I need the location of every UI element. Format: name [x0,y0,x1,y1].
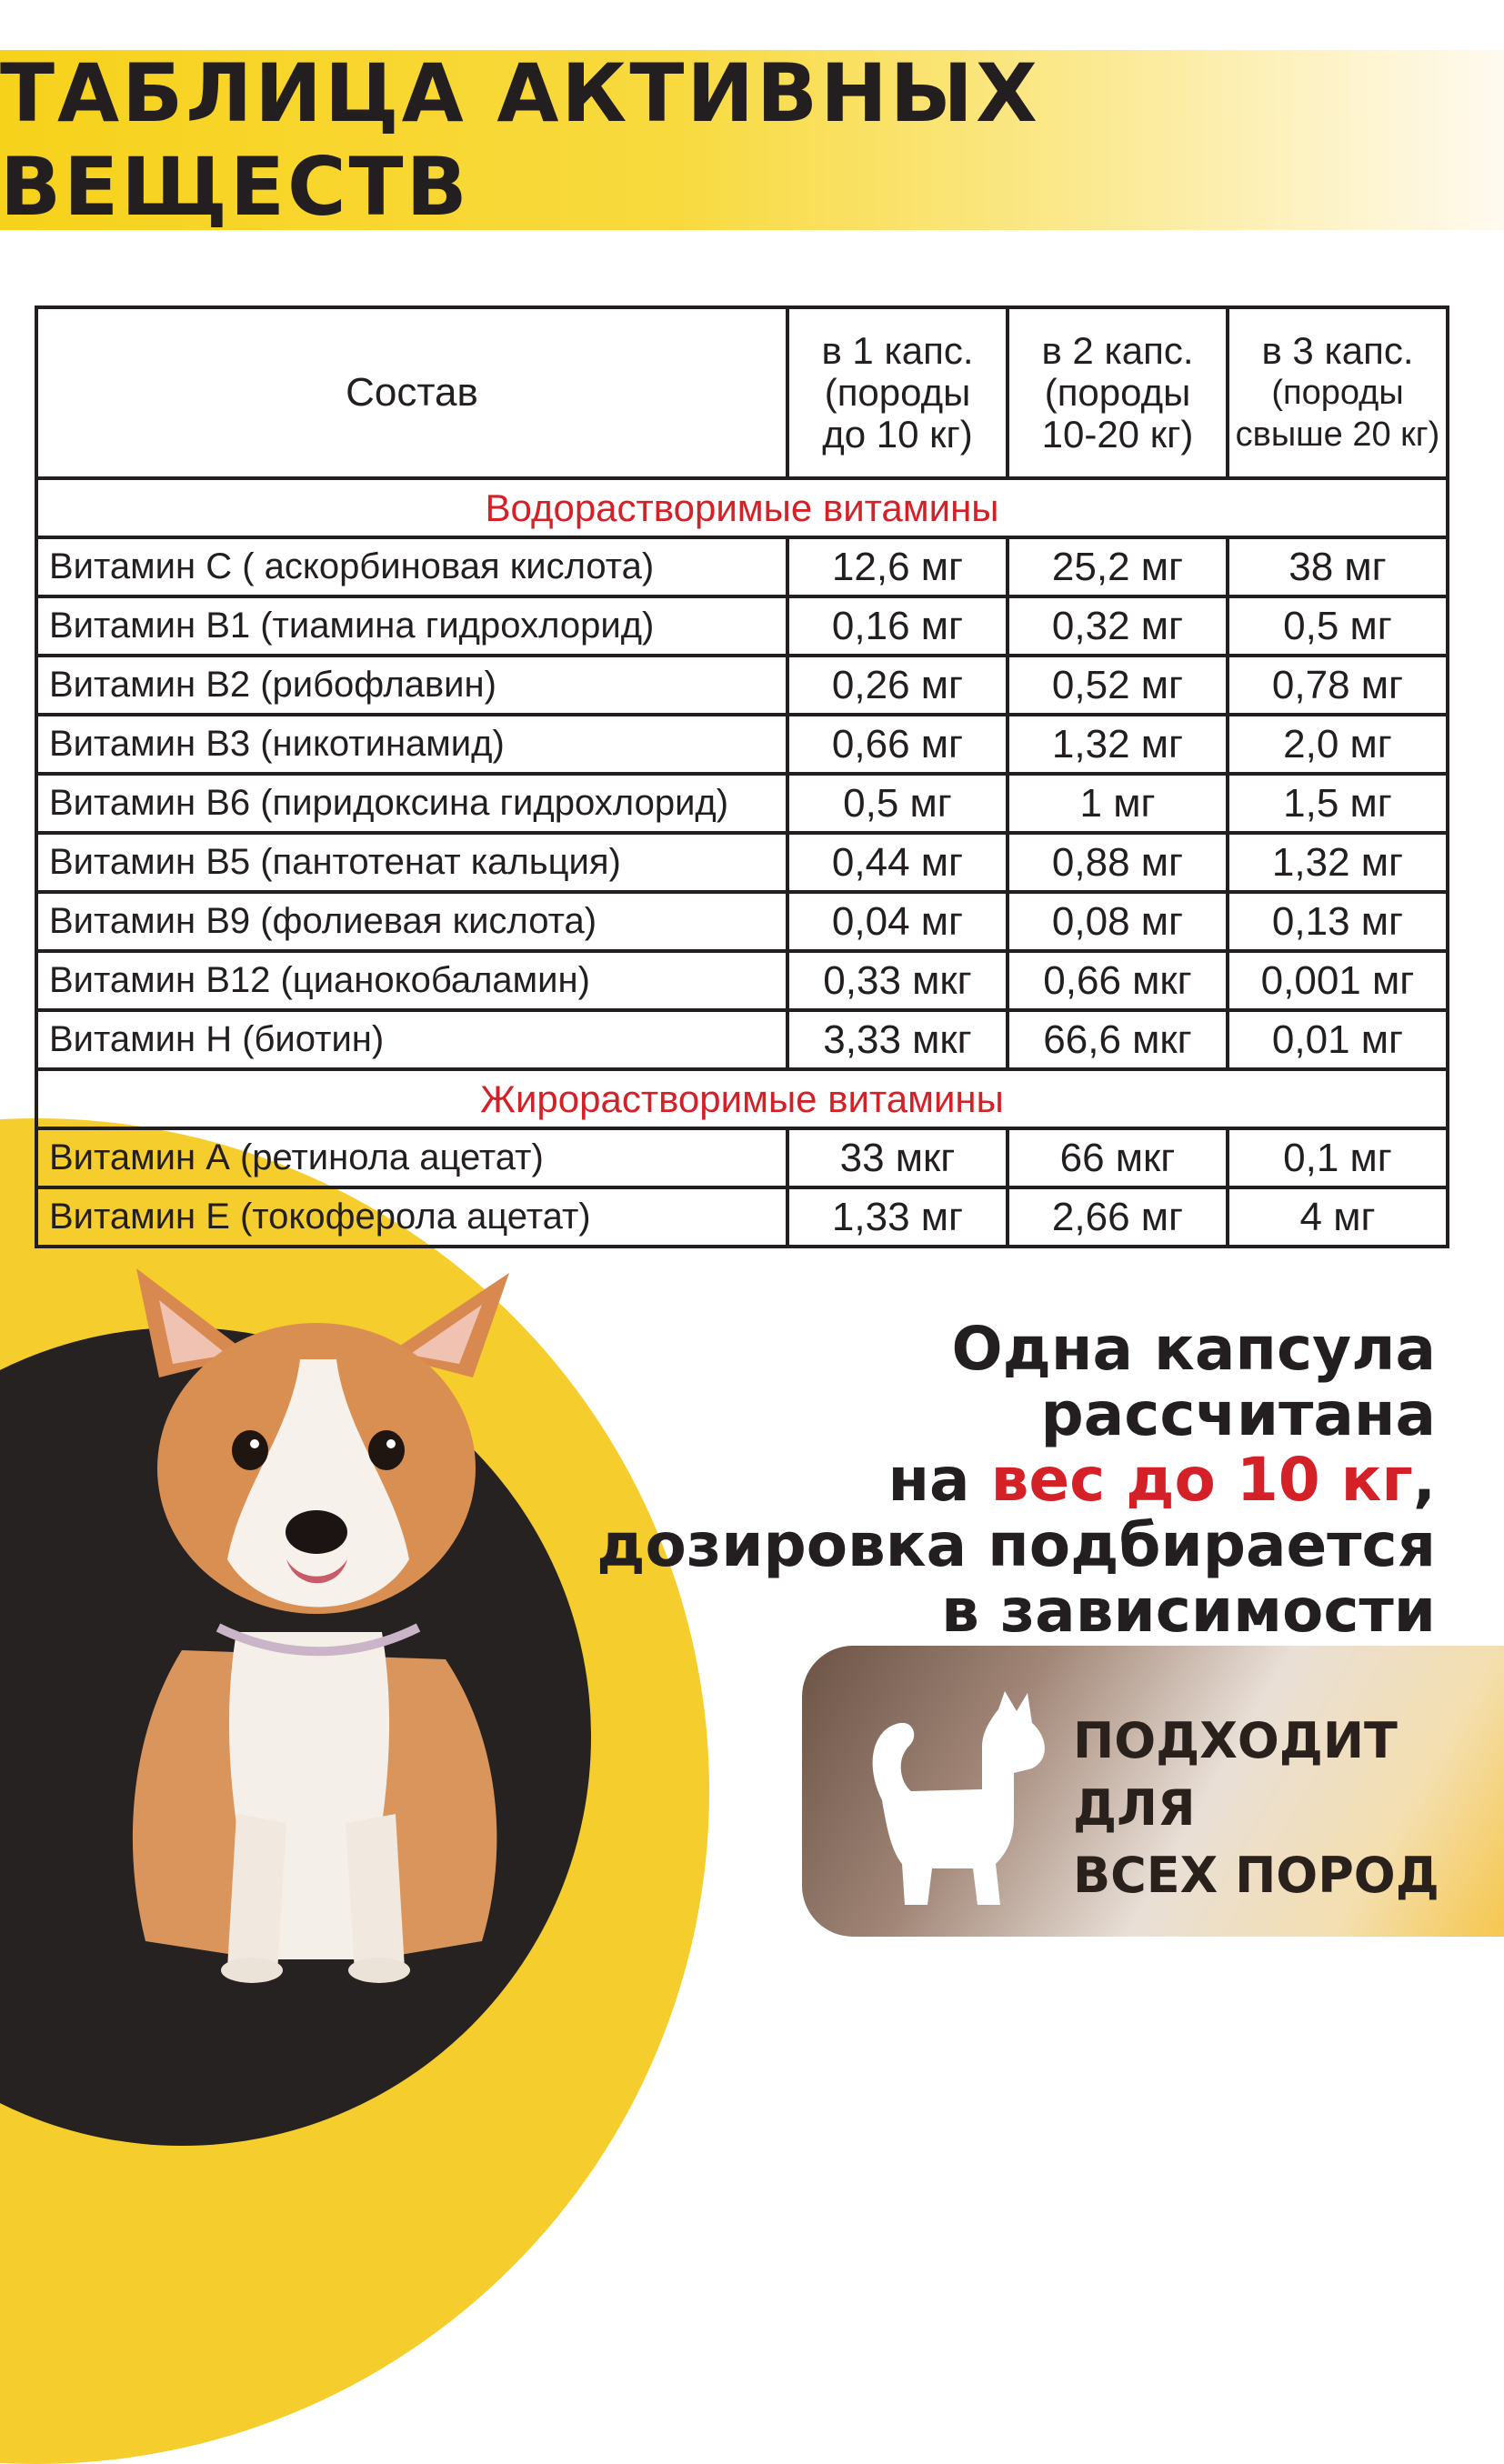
dose-1-capsule: 33 мкг [787,1128,1008,1187]
dose-3-capsules: 1,5 мг [1228,774,1448,833]
dose-2-capsules: 2,66 мг [1008,1187,1228,1247]
dose-2-capsules: 1 мг [1008,774,1228,833]
group-row-fat-soluble [36,1069,1448,1128]
dose-1-capsule: 1,33 мг [787,1187,1008,1247]
vitamin-name: Витамин В5 (пантотенат кальция) [36,833,787,892]
dog-silhouette-icon [846,1682,1055,1909]
table-row [36,833,1448,892]
header-dose-2-line3: 10-20 кг) [1041,413,1194,456]
header-composition: Состав [36,307,787,478]
header-dose-1-line1: в 1 капс. [821,329,974,372]
dose-3-capsules: 38 мг [1228,537,1448,596]
group-label: Жирорастворимые витамины [36,1069,1448,1128]
table-row [36,951,1448,1010]
nutrient-table [35,305,1449,1248]
dose-3-capsules: 0,001 мг [1228,951,1448,1010]
header-dose-2-capsules [1008,307,1228,478]
dose-2-capsules: 66 мкг [1008,1128,1228,1187]
all-breeds-badge-text [1073,1708,1482,1909]
table-row [36,1128,1448,1187]
table-row [36,1187,1448,1247]
dose-2-capsules: 0,08 мг [1008,892,1228,951]
vitamin-name: Витамин Е (токоферола ацетат) [36,1187,787,1247]
vitamin-name: Витамин В6 (пиридоксина гидрохлорид) [36,774,787,833]
vitamin-name: Витамин Н (биотин) [36,1010,787,1069]
group-label: Водорастворимые витамины [36,478,1448,537]
vitamin-name: Витамин В9 (фолиевая кислота) [36,892,787,951]
dose-1-capsule: 3,33 мкг [787,1010,1008,1069]
dose-3-capsules: 0,78 мг [1228,656,1448,715]
badge-line-2: ВСЕХ ПОРОД [1073,1847,1439,1904]
dose-1-capsule: 0,66 мг [787,715,1008,774]
dose-3-capsules: 0,5 мг [1228,596,1448,656]
message-line-2 [545,1447,1436,1513]
dose-2-capsules: 0,52 мг [1008,656,1228,715]
vitamin-name: Витамин В12 (цианокобаламин) [36,951,787,1010]
vitamin-name: Витамин В3 (никотинамид) [36,715,787,774]
vitamin-name: Витамин В2 (рибофлавин) [36,656,787,715]
dose-2-capsules: 66,6 мкг [1008,1010,1228,1069]
dose-1-capsule: 0,33 мкг [787,951,1008,1010]
message-line-3: дозировка подбирается [597,1510,1436,1580]
table-row [36,774,1448,833]
page-title: ТАБЛИЦА АКТИВНЫХ ВЕЩЕСТВ [0,46,1040,234]
vitamin-name: Витамин С ( аскорбиновая кислота) [36,537,787,596]
table-row [36,596,1448,656]
table-row [36,537,1448,596]
message-line-4: в зависимости [941,1576,1436,1646]
dose-3-capsules: 0,1 мг [1228,1128,1448,1187]
table-row [36,1010,1448,1069]
dose-2-capsules: 1,32 мг [1008,715,1228,774]
header-dose-2-line2: (породы [1044,371,1191,414]
message-weight-highlight: вес до 10 кг [990,1445,1413,1515]
dose-2-capsules: 0,88 мг [1008,833,1228,892]
header-dose-3-line3: свыше 20 кг) [1235,416,1440,454]
header-dose-3-capsules [1228,307,1448,478]
dose-3-capsules: 0,13 мг [1228,892,1448,951]
table-row [36,715,1448,774]
vitamin-name: Витамин В1 (тиамина гидрохлорид) [36,596,787,656]
dose-2-capsules: 0,32 мг [1008,596,1228,656]
table-header-row [36,307,1448,478]
header-dose-1-capsule [787,307,1008,478]
dose-1-capsule: 0,44 мг [787,833,1008,892]
corgi-puppy-illustration [82,1268,555,1996]
dose-3-capsules: 2,0 мг [1228,715,1448,774]
message-line-2-prefix: на [887,1445,991,1515]
table-row [36,656,1448,715]
dose-1-capsule: 0,5 мг [787,774,1008,833]
dose-1-capsule: 0,16 мг [787,596,1008,656]
table-row [36,892,1448,951]
header-dose-3-line2: (породы [1271,374,1404,412]
badge-line-1: ПОДХОДИТ ДЛЯ [1073,1712,1398,1837]
dose-3-capsules: 0,01 мг [1228,1010,1448,1069]
message-line-1: Одна капсула рассчитана [951,1314,1436,1449]
header-dose-2-line1: в 2 капс. [1041,329,1194,372]
dose-2-capsules: 0,66 мкг [1008,951,1228,1010]
message-line-2-suffix: , [1412,1445,1436,1515]
nutrient-table-container [35,305,1449,1248]
dose-1-capsule: 12,6 мг [787,537,1008,596]
header-dose-1-line2: (породы [824,371,971,414]
dose-2-capsules: 25,2 мг [1008,537,1228,596]
vitamin-name: Витамин А (ретинола ацетат) [36,1128,787,1187]
header-dose-1-line3: до 10 кг) [822,413,973,456]
header-dose-3-line1: в 3 капс. [1261,329,1414,372]
group-row-water-soluble [36,478,1448,537]
dose-3-capsules: 4 мг [1228,1187,1448,1247]
dose-3-capsules: 1,32 мг [1228,833,1448,892]
dose-1-capsule: 0,04 мг [787,892,1008,951]
dose-1-capsule: 0,26 мг [787,656,1008,715]
